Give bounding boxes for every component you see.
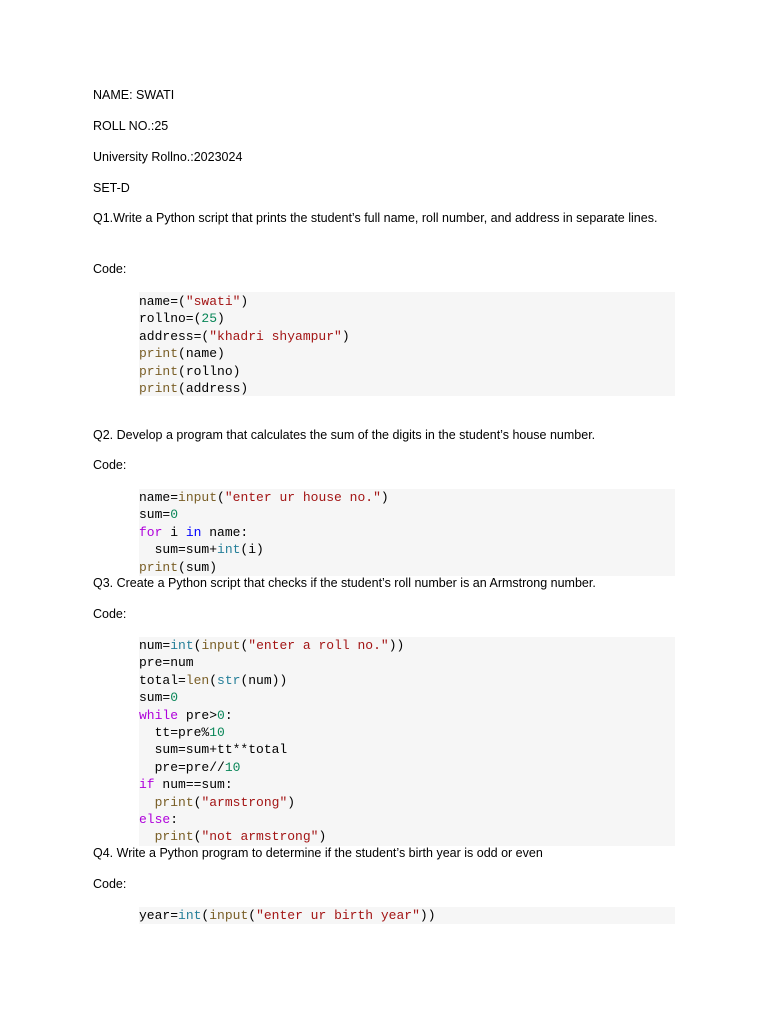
code-token: "enter ur birth year"	[256, 908, 420, 923]
code-line	[139, 794, 675, 811]
code-token: pre=pre//	[139, 759, 225, 775]
code-token: (name)	[178, 346, 225, 362]
code-token: :	[224, 707, 233, 723]
code-token: sum=	[139, 507, 171, 523]
code-token: 0	[170, 690, 179, 706]
code-token: (	[240, 638, 249, 653]
code-token: in	[185, 524, 202, 540]
code-token: (address)	[178, 380, 249, 396]
code-token: if	[139, 777, 155, 793]
code-token: sum=sum+tt**total	[139, 742, 288, 758]
code-token: name=	[139, 490, 179, 505]
code-token: )	[380, 490, 389, 505]
code-token	[139, 795, 155, 810]
code-token: sum=	[139, 690, 171, 706]
code-token: input	[209, 908, 249, 923]
question-1-code-label: Code:	[93, 262, 127, 276]
code-token: int	[178, 908, 202, 923]
code-line	[139, 328, 675, 345]
roll-number-line: ROLL NO.:25	[93, 119, 169, 133]
question-3-text: Q3. Create a Python script that checks if the student’s roll number is an Armstrong number.	[93, 576, 596, 590]
code-line	[139, 363, 675, 380]
code-block	[139, 489, 675, 576]
code-token: print	[139, 380, 179, 396]
code-token: "armstrong"	[201, 794, 288, 810]
code-token: num==sum:	[154, 777, 233, 793]
code-token: num=	[139, 638, 171, 653]
code-token: 10	[209, 724, 225, 740]
code-token: print	[154, 794, 194, 810]
code-token: ))	[388, 638, 405, 653]
code-token: (i)	[240, 542, 264, 558]
code-token: (	[193, 794, 202, 810]
code-token: 0	[170, 507, 179, 523]
code-token: )	[287, 794, 296, 810]
code-token: pre>	[178, 707, 218, 723]
question-2-code-label: Code:	[93, 458, 127, 472]
set-line: SET-D	[93, 181, 130, 195]
code-line	[139, 293, 675, 310]
code-token: )	[341, 328, 350, 344]
code-token: print	[154, 829, 194, 845]
code-token: (	[193, 829, 202, 845]
code-line	[139, 506, 675, 523]
code-token: for	[139, 524, 163, 540]
code-line	[139, 811, 675, 828]
code-line	[139, 380, 675, 397]
question-1-text: Q1.Write a Python script that prints the student’s full name, roll number, and address in separate lines.	[93, 211, 658, 225]
code-token: pre=num	[139, 655, 194, 671]
university-roll-line: University Rollno.:2023024	[93, 150, 243, 164]
code-token: int	[217, 542, 241, 558]
code-token: len	[185, 672, 210, 688]
code-token: name=(	[139, 294, 186, 309]
code-line	[139, 654, 675, 671]
code-line	[139, 759, 675, 776]
code-line	[139, 489, 675, 506]
code-token: )	[240, 294, 249, 309]
code-token: (	[193, 638, 202, 653]
code-block	[139, 907, 675, 924]
code-line	[139, 310, 675, 327]
question-3-code-label: Code:	[93, 607, 127, 621]
code-token: (sum)	[178, 559, 218, 575]
code-token: print	[139, 559, 179, 575]
code-token: sum=sum+	[139, 542, 218, 558]
code-token: )	[318, 829, 327, 845]
code-token: str	[217, 672, 241, 688]
code-line	[139, 541, 675, 558]
code-token: "khadri shyampur"	[209, 328, 342, 344]
code-token: ))	[419, 908, 436, 923]
code-token: (	[201, 908, 210, 923]
code-token: 0	[217, 707, 225, 723]
code-token: 25	[201, 311, 218, 327]
code-block	[139, 292, 675, 396]
code-token: else	[139, 811, 171, 827]
code-token: print	[139, 363, 179, 379]
code-line	[139, 524, 675, 541]
code-token: int	[170, 638, 194, 653]
question-4-text: Q4. Write a Python program to determine if the student’s birth year is odd or even	[93, 846, 543, 860]
code-token: "enter a roll no."	[248, 638, 389, 653]
code-token: input	[178, 490, 218, 505]
question-4-code-label: Code:	[93, 877, 127, 891]
code-token: tt=pre%	[139, 724, 210, 740]
code-token: (	[248, 908, 257, 923]
code-token: i	[162, 524, 186, 540]
code-token: year=	[139, 908, 179, 923]
student-name-line: NAME: SWATI	[93, 88, 175, 102]
code-line	[139, 707, 675, 724]
code-token: rollno=(	[139, 311, 202, 327]
code-line	[139, 741, 675, 758]
code-token: name:	[201, 524, 249, 540]
code-token: address=(	[139, 328, 210, 344]
code-token: 10	[224, 759, 241, 775]
code-token: "not armstrong"	[201, 829, 319, 845]
code-line	[139, 776, 675, 793]
code-token: "enter ur house no."	[224, 490, 381, 505]
code-token: input	[201, 638, 241, 653]
question-2-text: Q2. Develop a program that calculates the sum of the digits in the student’s house number.	[93, 428, 596, 442]
code-token: :	[170, 811, 179, 827]
code-line	[139, 637, 675, 654]
code-token: print	[139, 346, 179, 362]
code-block	[139, 637, 675, 846]
code-token: (num))	[240, 672, 288, 688]
code-token: while	[139, 707, 179, 723]
code-token: (	[209, 672, 218, 688]
code-token: )	[217, 311, 225, 327]
code-line	[139, 345, 675, 362]
code-line	[139, 907, 675, 924]
code-token: "swati"	[185, 294, 241, 309]
code-token: (rollno)	[178, 363, 241, 379]
code-token	[139, 829, 155, 844]
code-token: total=	[139, 672, 186, 688]
code-line	[139, 724, 675, 741]
code-line	[139, 689, 675, 706]
code-line	[139, 672, 675, 689]
code-token: (	[217, 490, 225, 505]
